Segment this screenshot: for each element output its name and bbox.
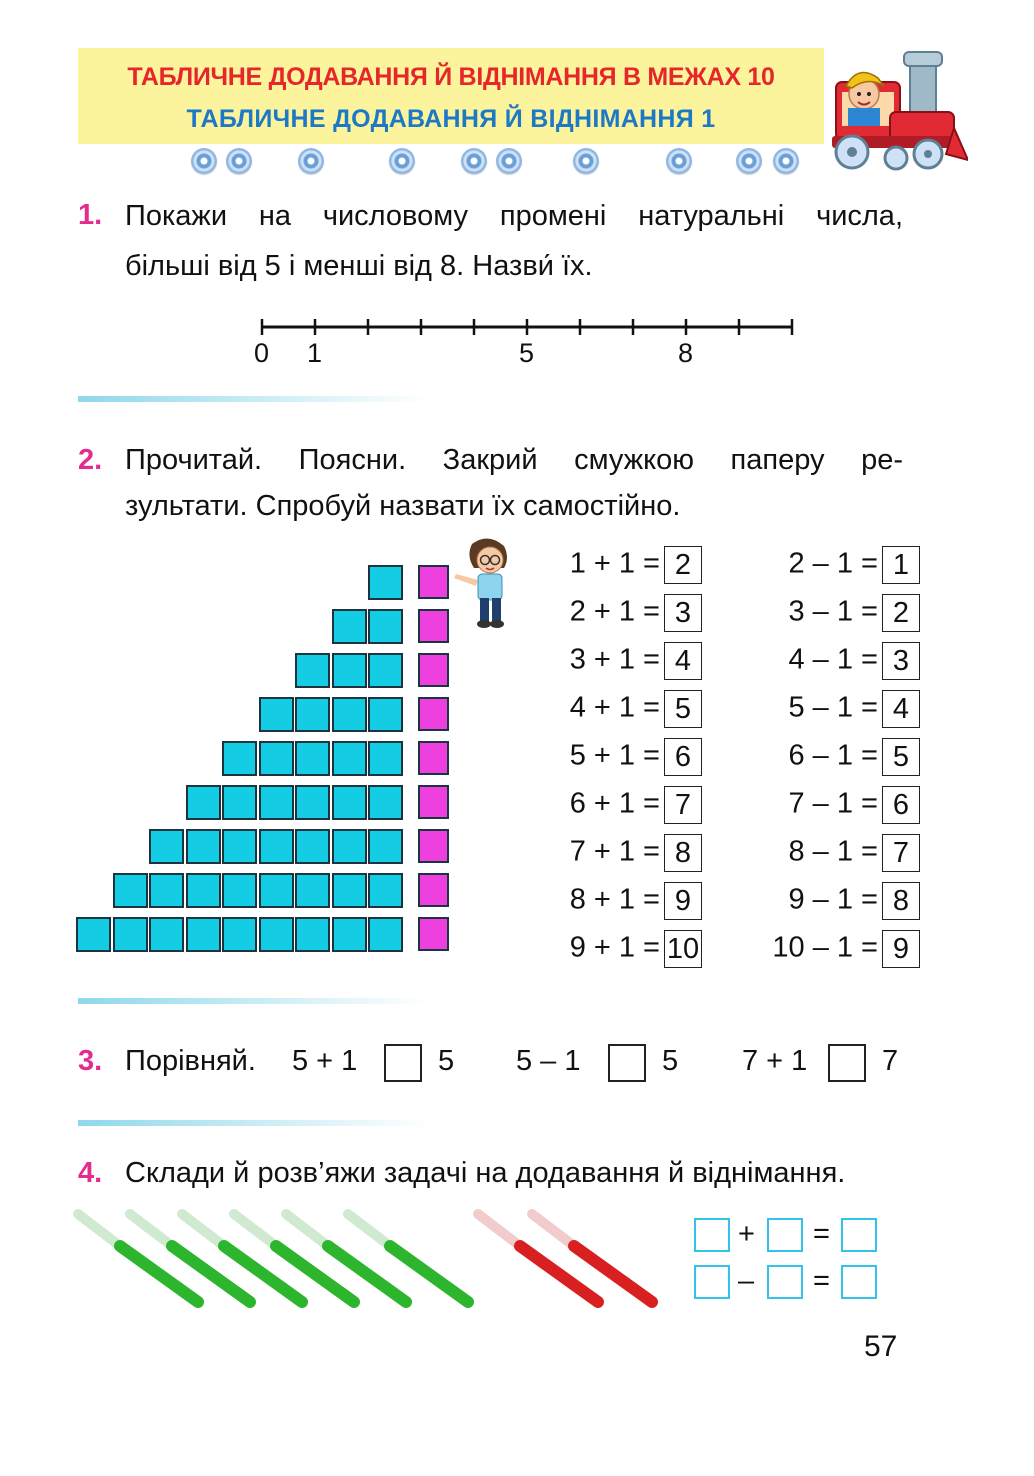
cyan-block <box>368 873 403 908</box>
equation-expression: 4 – 1 = <box>788 643 878 676</box>
equation-result-box: 6 <box>664 738 702 776</box>
equation-result-box: 1 <box>882 546 920 584</box>
cyan-block <box>259 917 294 952</box>
cyan-block <box>295 917 330 952</box>
equation-result-box: 6 <box>882 786 920 824</box>
equation-expression: 3 – 1 = <box>788 595 878 628</box>
exercise-2-text-line2: зультати. Спробуй назвати їх самостійно. <box>125 490 681 522</box>
sum-box[interactable] <box>841 1218 877 1252</box>
cyan-block <box>332 741 367 776</box>
page-title: ТАБЛИЧНЕ ДОДАВАННЯ Й ВІДНІМАННЯ В МЕЖАХ 10 <box>127 63 775 91</box>
equation-result-box: 7 <box>664 786 702 824</box>
cyan-block <box>332 873 367 908</box>
cyan-block <box>332 653 367 688</box>
exercise-3-number: 3. <box>78 1045 103 1077</box>
cyan-block <box>368 697 403 732</box>
comparison-answer-box[interactable] <box>384 1044 422 1082</box>
addition-equation <box>570 594 702 632</box>
comparison-left: 5 – 1 <box>516 1045 581 1077</box>
exercise-1-text-line2: більші від 5 і менші від 8. Назви́ їх. <box>125 250 593 282</box>
equation-expression: 6 – 1 = <box>788 739 878 772</box>
cyan-block <box>149 873 184 908</box>
addition-equation <box>570 882 702 920</box>
equation-expression: 4 + 1 = <box>569 691 660 724</box>
number-line-label: 8 <box>678 338 694 368</box>
number-line-label: 5 <box>519 338 535 368</box>
cyan-block <box>113 873 148 908</box>
comparison-right: 7 <box>882 1045 899 1077</box>
equation-expression: 5 + 1 = <box>569 739 660 772</box>
exercise-3-label: Порівняй. <box>125 1045 256 1077</box>
cyan-block <box>259 785 294 820</box>
equation-result-box: 10 <box>664 930 702 968</box>
green-stick-icon <box>348 1214 468 1302</box>
exercise-4-number: 4. <box>78 1157 103 1189</box>
cyan-block <box>186 829 221 864</box>
train-with-boy-icon <box>818 42 968 182</box>
subtraction-equation <box>789 882 921 920</box>
equation-expression: 3 + 1 = <box>569 643 660 676</box>
equation-result-box: 4 <box>664 642 702 680</box>
cyan-block <box>368 785 403 820</box>
cyan-block <box>76 917 111 952</box>
equation-expression: 6 + 1 = <box>569 787 660 820</box>
equation-expression: 7 – 1 = <box>788 787 878 820</box>
cyan-block <box>186 917 221 952</box>
wheel-icon <box>666 148 692 174</box>
equation-result-box: 7 <box>882 834 920 872</box>
equation-expression: 5 – 1 = <box>788 691 878 724</box>
pink-block <box>418 653 449 687</box>
cyan-block <box>368 829 403 864</box>
red-stick-icon <box>478 1214 598 1302</box>
cyan-block <box>368 741 403 776</box>
subtrahend-box[interactable] <box>767 1265 803 1299</box>
counting-sticks <box>70 1200 670 1320</box>
pink-block <box>418 565 449 599</box>
subtraction-equation <box>789 690 921 728</box>
pink-block <box>418 785 449 819</box>
addend-box[interactable] <box>694 1218 730 1252</box>
cyan-block <box>186 873 221 908</box>
cyan-block <box>186 785 221 820</box>
exercise-2-text-line1: Прочитай. Поясни. Закрий смужкою паперу ре- <box>125 444 903 476</box>
cyan-block <box>149 829 184 864</box>
equation-expression: 8 + 1 = <box>569 883 660 916</box>
pink-block <box>418 829 449 863</box>
equals-sign: = <box>813 1218 830 1250</box>
cyan-block <box>332 829 367 864</box>
subtraction-equation <box>789 546 921 584</box>
subtraction-equation <box>789 594 921 632</box>
cyan-block <box>332 697 367 732</box>
subtraction-equation <box>772 930 920 968</box>
cyan-block <box>259 829 294 864</box>
boy-pointing-icon <box>450 534 516 630</box>
page-subtitle: ТАБЛИЧНЕ ДОДАВАННЯ Й ВІДНІМАННЯ 1 <box>186 105 716 133</box>
equation-expression: 9 – 1 = <box>788 883 878 916</box>
cyan-block <box>332 785 367 820</box>
subtraction-equation <box>789 642 921 680</box>
cyan-block <box>259 741 294 776</box>
cyan-block <box>222 741 257 776</box>
wheel-icon <box>298 148 324 174</box>
addition-equation <box>570 642 702 680</box>
cyan-block <box>222 785 257 820</box>
wheel-icon <box>573 148 599 174</box>
plus-sign: + <box>738 1218 755 1250</box>
equals-sign: = <box>813 1265 830 1297</box>
difference-box[interactable] <box>841 1265 877 1299</box>
cyan-block <box>222 873 257 908</box>
number-line-label: 0 <box>254 338 270 368</box>
equation-result-box: 3 <box>664 594 702 632</box>
red-stick-icon <box>532 1214 652 1302</box>
equation-result-box: 4 <box>882 690 920 728</box>
equation-expression: 9 + 1 = <box>569 931 660 964</box>
equation-result-box: 2 <box>882 594 920 632</box>
equation-result-box: 2 <box>664 546 702 584</box>
section-divider <box>78 998 428 1004</box>
cyan-block <box>259 697 294 732</box>
addend-box[interactable] <box>767 1218 803 1252</box>
cyan-block <box>222 917 257 952</box>
cyan-block <box>149 917 184 952</box>
equation-expression: 8 – 1 = <box>788 835 878 868</box>
section-divider <box>78 396 428 402</box>
comparison-left: 7 + 1 <box>742 1045 808 1077</box>
cyan-block <box>368 653 403 688</box>
equation-result-box: 9 <box>664 882 702 920</box>
wheel-icon <box>773 148 799 174</box>
subtraction-equation <box>789 786 921 824</box>
pink-block <box>418 609 449 643</box>
wheel-icon <box>226 148 252 174</box>
cyan-block <box>295 741 330 776</box>
wheel-icon <box>496 148 522 174</box>
exercise-4-text: Склади й розв’яжи задачі на додавання й віднімання. <box>125 1157 846 1189</box>
section-divider <box>78 1120 428 1126</box>
addition-equation <box>570 690 702 728</box>
equation-result-box: 5 <box>882 738 920 776</box>
cyan-block <box>113 917 148 952</box>
comparison-right: 5 <box>662 1045 679 1077</box>
comparison-answer-box[interactable] <box>828 1044 866 1082</box>
wheel-icon <box>461 148 487 174</box>
equation-result-box: 5 <box>664 690 702 728</box>
comparison-left: 5 + 1 <box>292 1045 358 1077</box>
equation-expression: 2 + 1 = <box>569 595 660 628</box>
pink-block <box>418 917 449 951</box>
subtraction-equation <box>789 834 921 872</box>
equation-result-box: 8 <box>882 882 920 920</box>
cyan-block <box>222 829 257 864</box>
equation-result-box: 8 <box>664 834 702 872</box>
equation-expression: 7 + 1 = <box>569 835 660 868</box>
cyan-block <box>259 873 294 908</box>
page-number: 57 <box>864 1330 898 1363</box>
minuend-box[interactable] <box>694 1265 730 1299</box>
cyan-block <box>332 917 367 952</box>
cyan-block <box>295 653 330 688</box>
cyan-block <box>295 785 330 820</box>
equation-result-box: 9 <box>882 930 920 968</box>
pink-block <box>418 741 449 775</box>
wheel-icon <box>191 148 217 174</box>
addition-equation <box>570 546 702 584</box>
equation-expression: 10 – 1 = <box>772 931 878 964</box>
comparison-right: 5 <box>438 1045 455 1077</box>
number-line-label: 1 <box>307 338 323 368</box>
minus-sign: – <box>738 1265 755 1297</box>
cyan-block <box>368 917 403 952</box>
equation-expression: 2 – 1 = <box>788 547 878 580</box>
cyan-block <box>295 697 330 732</box>
cyan-block <box>332 609 367 644</box>
wheel-icon <box>389 148 415 174</box>
addition-equation <box>570 930 702 968</box>
equation-expression: 1 + 1 = <box>569 547 660 580</box>
exercise-1-text-line1: Покажи на числовому промені натуральні числа, <box>125 200 903 232</box>
subtraction-equation <box>789 738 921 776</box>
green-stick-icon <box>286 1214 406 1302</box>
cyan-block <box>295 829 330 864</box>
pink-block <box>418 697 449 731</box>
addition-equation <box>570 738 702 776</box>
cyan-block <box>368 565 403 600</box>
pink-block <box>418 873 449 907</box>
exercise-2-number: 2. <box>78 444 103 476</box>
exercise-1-number: 1. <box>78 199 103 231</box>
cyan-block <box>295 873 330 908</box>
equation-result-box: 3 <box>882 642 920 680</box>
comparison-answer-box[interactable] <box>608 1044 646 1082</box>
addition-equation <box>570 834 702 872</box>
addition-equation <box>570 786 702 824</box>
cyan-block <box>368 609 403 644</box>
wheel-icon <box>736 148 762 174</box>
